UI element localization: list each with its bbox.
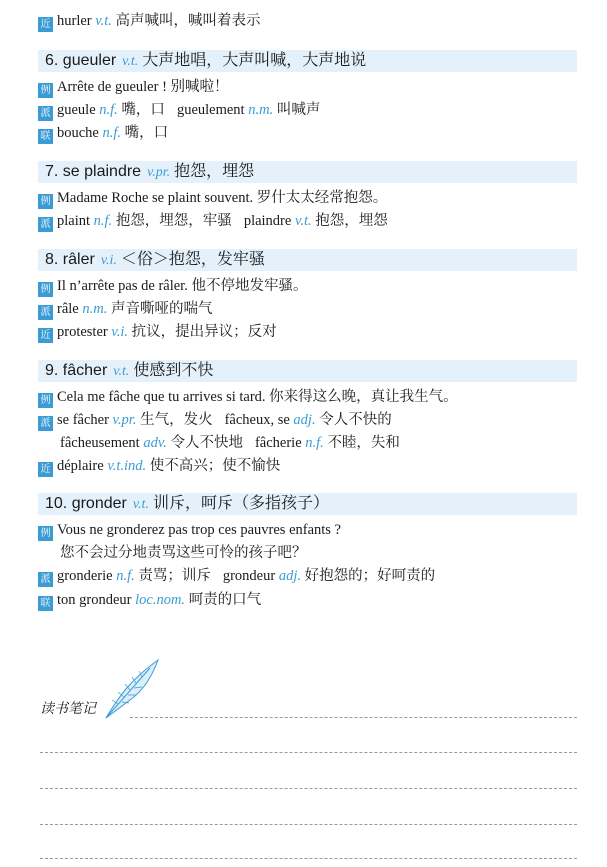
example-line: 例 Il n’arrête pas de râler. 他不停地发牢骚。 — [38, 277, 307, 297]
feather-icon — [100, 652, 165, 722]
derivative-line: 派 gronderie n.f. 责骂；训斥 grondeur adj. 好抱怨的；好呵责的 — [38, 567, 435, 587]
related-line: 联 ton grondeur loc.nom. 呵责的口气 — [38, 591, 261, 611]
translation: 高声喊叫，喊叫着表示 — [115, 13, 261, 29]
entry-heading-8: 8. râler v.i. ＜俗＞抱怨，发牢骚 — [38, 249, 577, 271]
related-line: 联 bouche n.f. 嘴，口 — [38, 124, 168, 144]
entry-line-hurler — [38, 12, 261, 32]
example-line: 例 Arrête de gueuler ! 别喊啦！ — [38, 78, 229, 98]
entry-heading-7: 7. se plaindre v.pr. 抱怨，埋怨 — [38, 161, 577, 183]
word: hurler — [57, 13, 92, 29]
derivative-line: 派 se fâcher v.pr. 生气，发火 fâcheux, se adj. 令人不快的 — [38, 411, 392, 431]
derivative-line: 派 plaint n.f. 抱怨，埋怨，牢骚 plaindre v.t. 抱怨，埋怨 — [38, 212, 388, 232]
synonym-tag: 近 — [38, 17, 53, 32]
example-line: 例 Vous ne gronderez pas trop ces pauvres enfants ? — [38, 521, 341, 541]
entry-heading-9: 9. fâcher v.t. 使感到不快 — [38, 360, 577, 382]
note-line — [130, 717, 577, 718]
note-line — [40, 858, 577, 859]
entry-heading-6: 6. gueuler v.t. 大声地唱，大声叫喊，大声地说 — [38, 50, 577, 72]
synonym-line: 近 déplaire v.t.ind. 使不高兴；使不愉快 — [38, 457, 280, 477]
note-line — [40, 752, 577, 753]
entry-heading-10: 10. gronder v.t. 训斥，呵斥（多指孩子） — [38, 493, 577, 515]
synonym-line: 近 protester v.i. 抗议，提出异议；反对 — [38, 323, 277, 343]
pos: v.t. — [95, 13, 112, 29]
derivative-line: 派 gueule n.f. 嘴，口 gueulement n.m. 叫喊声 — [38, 101, 320, 121]
example-line: 例 Madame Roche se plaint souvent. 罗什太太经常抱怨。 — [38, 189, 387, 209]
derivative-line-cont: fâcheusement adv. 令人不快地 fâcherie n.f. 不睦，失和 — [60, 435, 400, 451]
example-line: 例 Cela me fâche que tu arrives si tard. 你来得这么晚，真让我生气。 — [38, 388, 458, 408]
derivative-line: 派 râle n.m. 声音嘶哑的喘气 — [38, 300, 212, 320]
notes-label: 读书笔记 — [40, 701, 96, 717]
note-line — [40, 788, 577, 789]
note-line — [40, 824, 577, 825]
example-translation: 您不会过分地责骂这些可怜的孩子吧？ — [60, 545, 307, 561]
